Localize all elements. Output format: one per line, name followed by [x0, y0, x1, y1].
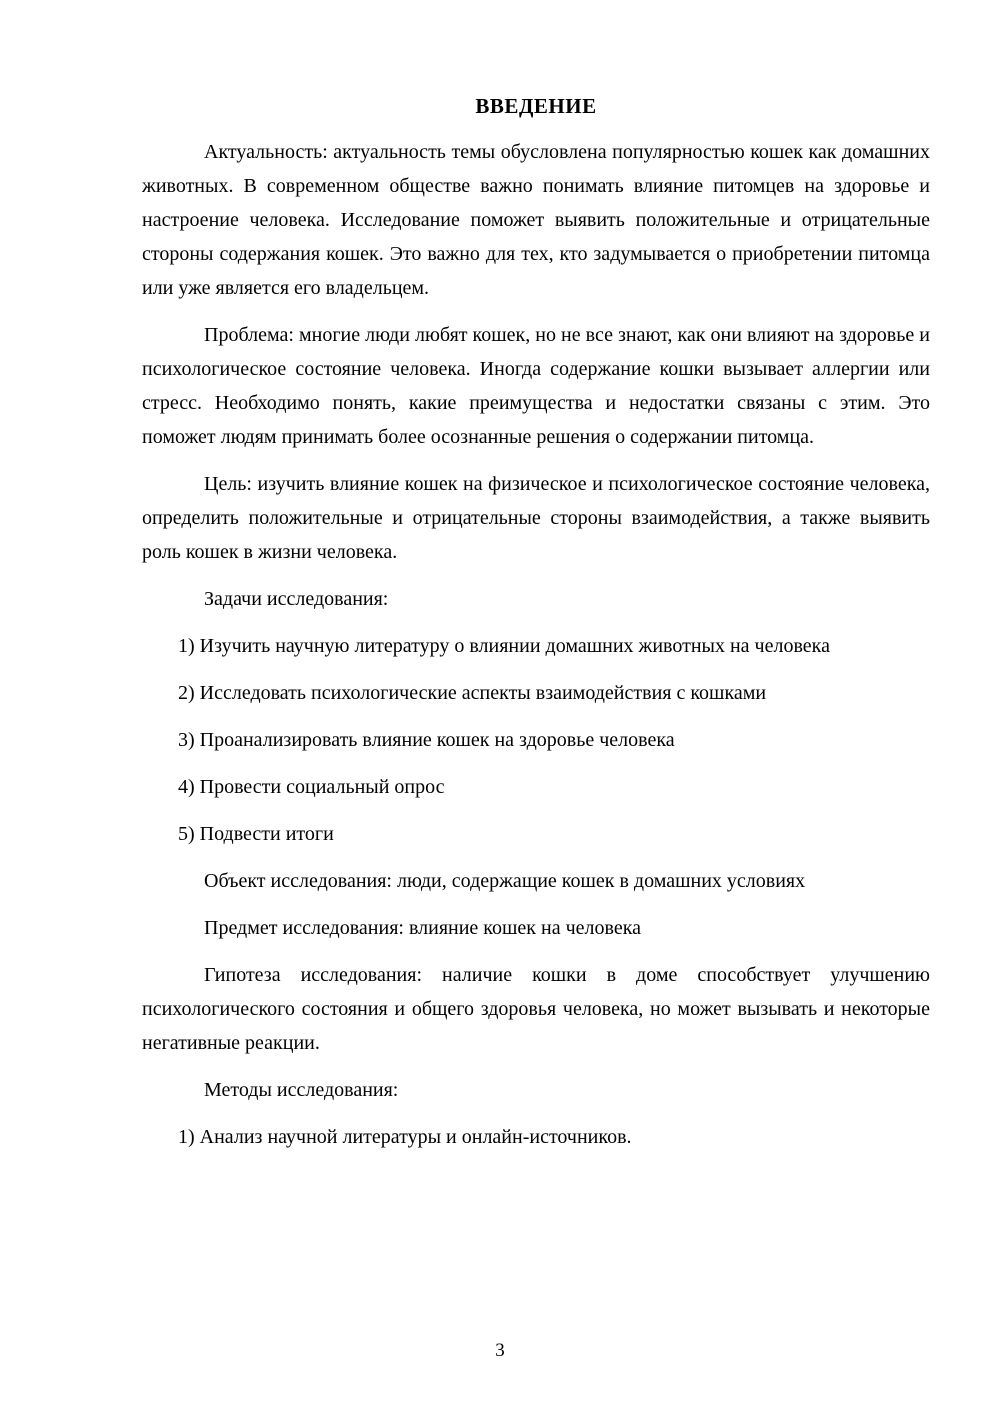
paragraph-problema: Проблема: многие люди любят кошек, но не все знают, как они влияют на здоровье и психологическое состояние человека. Иногда содержание кошки вызывает аллергии или стресс. Необходимо понять, какие преимущества и недостатки связаны с этим. Это поможет людям принимать более осознанные решения о содержании питомца.	[142, 324, 930, 448]
paragraph-obekt: Объект исследования: люди, содержащие кошек в домашних условиях	[204, 870, 806, 892]
list-item-4: 4) Провести социальный опрос	[178, 776, 445, 798]
list-item-metody-1: 1) Анализ научной литературы и онлайн-источников.	[178, 1126, 632, 1148]
paragraph-metody-heading: Методы исследования:	[204, 1079, 399, 1101]
list-item-3: 3) Проанализировать влияние кошек на здоровье человека	[178, 729, 675, 751]
paragraph-aktualnost: Актуальность: актуальность темы обусловлена популярностью кошек как домашних животных. В современном обществе важно понимать влияние питомцев на здоровье и настроение человека. Исследование поможет выявить положительные и отрицательные стороны содержания кошек. Это важно для тех, кто задумывается о приобретении питомца или уже является его владельцем.	[142, 141, 930, 299]
list-item-2: 2) Исследовать психологические аспекты взаимодействия с кошками	[178, 682, 767, 704]
paragraph-zadachi-heading: Задачи исследования:	[204, 588, 389, 610]
list-item-1: 1) Изучить научную литературу о влиянии домашних животных на человека	[178, 635, 830, 657]
page-number: 3	[495, 1340, 505, 1361]
page-title: ВВЕДЕНИЕ	[475, 94, 597, 118]
paragraph-gipoteza: Гипотеза исследования: наличие кошки в доме способствует улучшению психологического состояния и общего здоровья человека, но может вызывать и некоторые негативные реакции.	[142, 964, 930, 1054]
list-item-5: 5) Подвести итоги	[178, 823, 334, 845]
paragraph-predmet: Предмет исследования: влияние кошек на человека	[204, 917, 641, 939]
paragraph-tsel: Цель: изучить влияние кошек на физическое и психологическое состояние человека, определить положительные и отрицательные стороны взаимодействия, а также выявить роль кошек в жизни человека.	[142, 473, 930, 563]
